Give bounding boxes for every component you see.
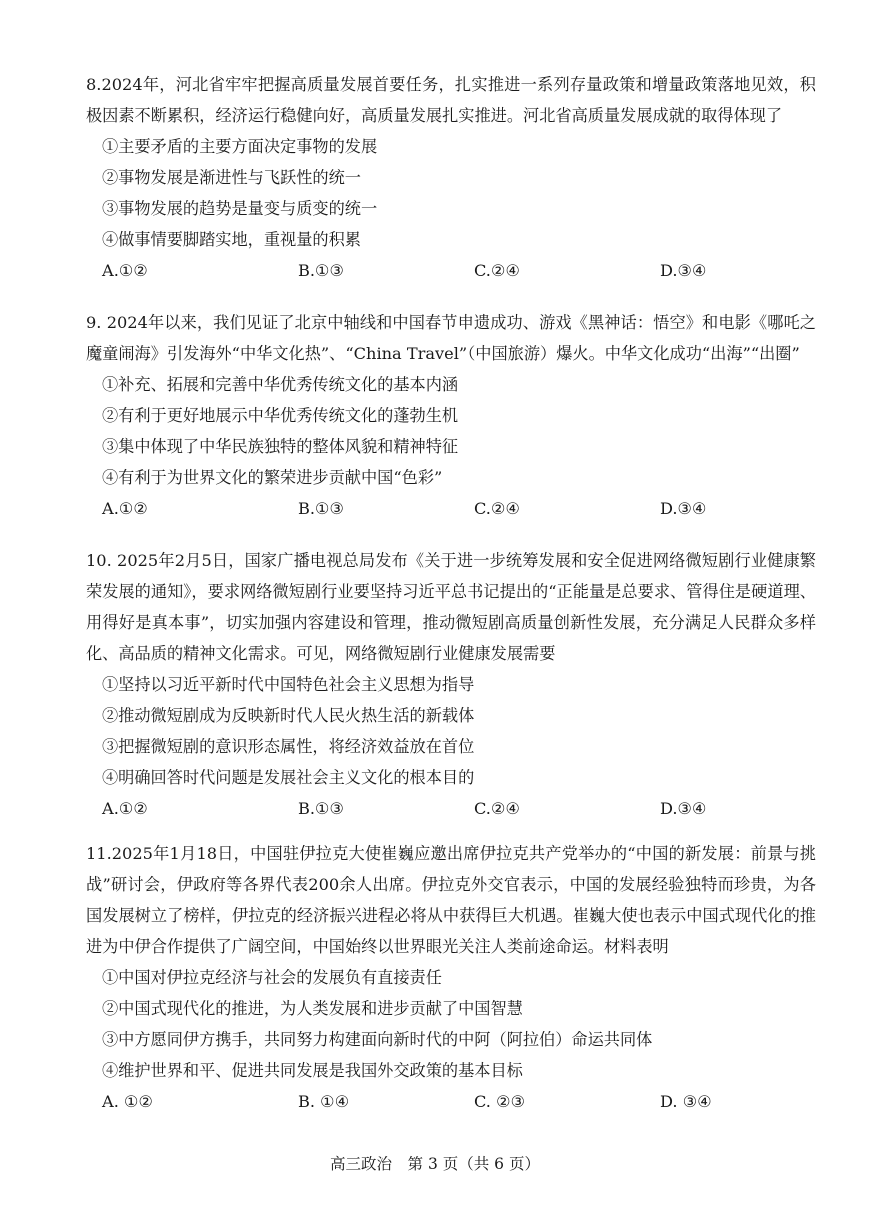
option-4: ④明确回答时代问题是发展社会主义文化的根本目的: [102, 768, 475, 787]
choice-a: A.①②: [102, 799, 148, 818]
option-4: ④有利于为世界文化的繁荣进步贡献中国“色彩”: [102, 468, 443, 487]
answer-choices: [86, 493, 816, 524]
option-3: ③集中体现了中华民族独特的整体风貌和精神特征: [102, 437, 459, 456]
answer-choices: [86, 793, 816, 824]
option-3: ③中方愿同伊方携手，共同努力构建面向新时代的中阿（阿拉伯）命运共同体: [102, 1030, 653, 1049]
question-stem: 11.2025年1月18日，中国驻伊拉克大使崔巍应邀出席伊拉克共产党举办的“中国的新发展：前景与挑战”研讨会，伊政府等各界代表200余人出席。伊拉克外交官表示，中国的发展经验独特而珍贵，为各国发展树立了榜样，伊拉克的经济振兴进程必将从中获得巨大机遇。崔巍大使也表示中国式现代化的推进为中伊合作提供了广阔空间，中国始终以世界眼光关注人类前途命运。材料表明: [86, 844, 816, 956]
choice-b: B.①③: [298, 799, 345, 818]
option-1: ①主要矛盾的主要方面决定事物的发展: [102, 137, 378, 156]
choice-a: A. ①②: [102, 1092, 154, 1111]
answer-choices: [86, 1086, 816, 1117]
question-10: [86, 545, 816, 824]
question-stem: 8.2024年，河北省牢牢把握高质量发展首要任务，扎实推进一系列存量政策和增量政策落地见效，积极因素不断累积，经济运行稳健向好，高质量发展扎实推进。河北省高质量发展成就的取得体现了: [86, 75, 816, 125]
option-3: ③事物发展的趋势是量变与质变的统一: [102, 199, 378, 218]
choice-d: D.③④: [660, 499, 707, 518]
choice-c: C.②④: [474, 499, 520, 518]
answer-choices: [86, 255, 816, 286]
option-1: ①坚持以习近平新时代中国特色社会主义思想为指导: [102, 675, 475, 694]
question-stem: 10. 2025年2月5日，国家广播电视总局发布《关于进一步统筹发展和安全促进网络微短剧行业健康繁荣发展的通知》，要求网络微短剧行业要坚持习近平总书记提出的“正能量是总要求、管得住是硬道理、用得好是真本事”，切实加强内容建设和管理，推动微短剧高质量创新性发展，充分满足人民群众多样化、高品质的精神文化需求。可见，网络微短剧行业健康发展需要: [86, 551, 816, 663]
option-4: ④维护世界和平、促进共同发展是我国外交政策的基本目标: [102, 1061, 523, 1080]
option-2: ②推动微短剧成为反映新时代人民火热生活的新载体: [102, 706, 475, 725]
option-2: ②有利于更好地展示中华优秀传统文化的蓬勃生机: [102, 406, 459, 425]
choice-a: A.①②: [102, 261, 148, 280]
option-3: ③把握微短剧的意识形态属性，将经济效益放在首位: [102, 737, 475, 756]
choice-d: D.③④: [660, 261, 707, 280]
page-footer: 高三政治 第 3 页（共 6 页）: [330, 1155, 540, 1173]
choice-d: D. ③④: [660, 1092, 712, 1111]
choice-c: C. ②③: [474, 1092, 526, 1111]
choice-b: B.①③: [298, 499, 345, 518]
choice-a: A.①②: [102, 499, 148, 518]
question-8: [86, 69, 816, 286]
choice-d: D.③④: [660, 799, 707, 818]
choice-c: C.②④: [474, 799, 520, 818]
choice-c: C.②④: [474, 261, 520, 280]
option-1: ①补充、拓展和完善中华优秀传统文化的基本内涵: [102, 375, 459, 394]
question-9: [86, 307, 816, 524]
choice-b: B.①③: [298, 261, 345, 280]
question-stem: 9. 2024年以来，我们见证了北京中轴线和中国春节申遗成功、游戏《黑神话：悟空》和电影《哪吒之魔童闹海》引发海外“中华文化热”、“China Travel”（中国旅游）爆火。中华文化成功“出海”“出圈”: [86, 313, 816, 363]
option-2: ②事物发展是渐进性与飞跃性的统一: [102, 168, 361, 187]
option-2: ②中国式现代化的推进，为人类发展和进步贡献了中国智慧: [102, 999, 523, 1018]
question-11: [86, 838, 816, 1117]
option-1: ①中国对伊拉克经济与社会的发展负有直接责任: [102, 968, 442, 987]
option-4: ④做事情要脚踏实地，重视量的积累: [102, 230, 361, 249]
choice-b: B. ①④: [298, 1092, 350, 1111]
